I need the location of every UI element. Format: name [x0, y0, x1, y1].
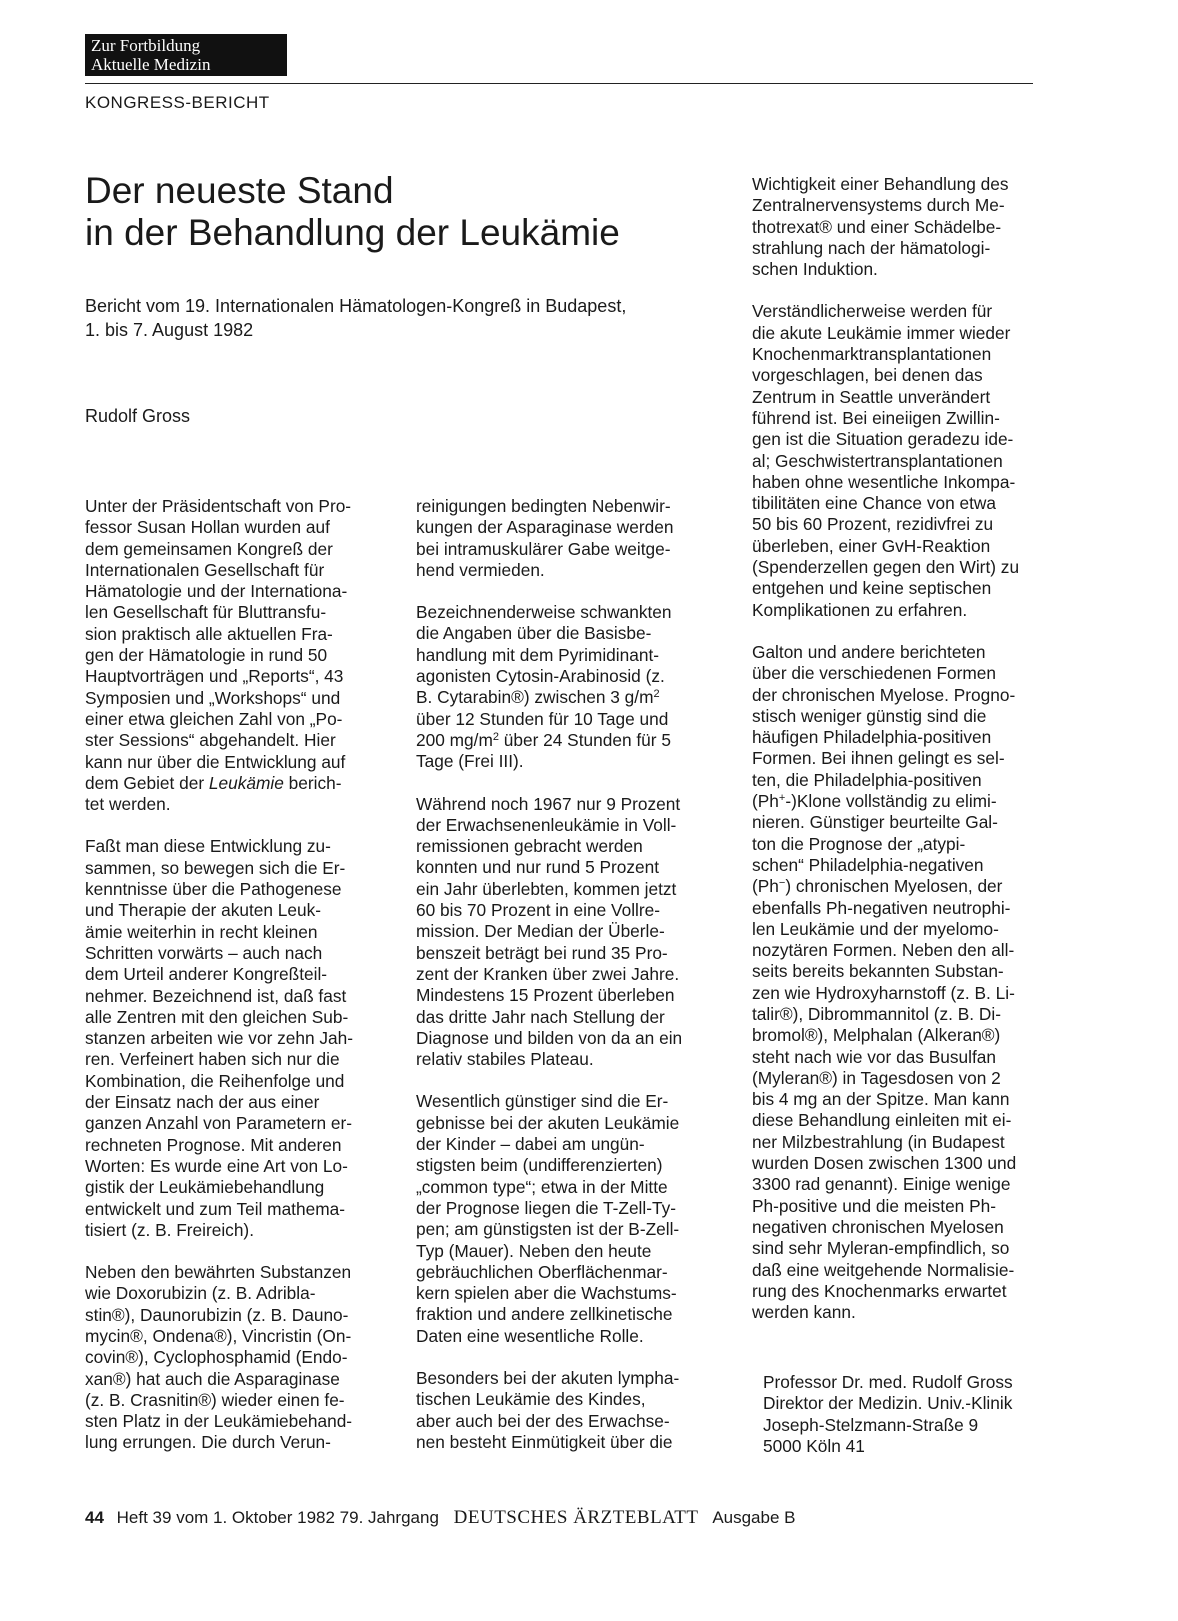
superscript: 2: [492, 730, 499, 743]
text-line: kern spielen aber die Wachstums-: [416, 1283, 677, 1304]
text-line: Schritten vorwärts – auch nach: [85, 942, 323, 963]
text-line: Faßt man diese Entwicklung zu-: [85, 836, 331, 857]
text-line: pen; am günstigsten ist der B-Zell-: [416, 1219, 680, 1240]
text-line: mycin®, Ondena®), Vincristin (On-: [85, 1325, 352, 1346]
paragraph: [416, 1368, 726, 1453]
address-line: Professor Dr. med. Rudolf Gross: [763, 1372, 1013, 1392]
text-line: der Kinder – dabei am ungün-: [416, 1134, 645, 1155]
text-line: zent der Kranken über zwei Jahre.: [416, 963, 680, 984]
text-line: gen der Hämatologie in rund 50: [85, 645, 328, 666]
text-line: Zentrum in Seattle unverändert: [752, 386, 991, 407]
text-line: stigsten beim (undifferenzierten): [416, 1155, 663, 1176]
text-line: entgehen und keine septischen: [752, 578, 992, 599]
section-label: KONGRESS-BERICHT: [85, 93, 270, 112]
text-line: daß eine weitgehende Normalisie-: [752, 1259, 1015, 1280]
text-line: Formen. Bei ihnen gelingt es sel-: [752, 748, 1005, 769]
text-column-3: [752, 174, 1062, 1344]
paragraph: [85, 496, 395, 815]
text-line: ner Milzbestrahlung (in Budapest: [752, 1131, 1005, 1152]
text-line: fraktion und andere zellkinetische: [416, 1304, 673, 1325]
text-line: das dritte Jahr nach Stellung der: [416, 1006, 665, 1027]
text-line: Typ (Mauer). Neben den heute: [416, 1240, 652, 1261]
text-line: Daten eine wesentliche Rolle.: [416, 1325, 644, 1346]
header-line-2: Aktuelle Medizin: [91, 55, 211, 74]
text-line: (Myleran®) in Tagesdosen von 2: [752, 1067, 1001, 1088]
text-line: haben ohne wesentliche Inkompa-: [752, 471, 1016, 492]
text-line: relativ stabiles Plateau.: [416, 1049, 594, 1070]
text-line: Unter der Präsidentschaft von Pro-: [85, 496, 352, 516]
text-line: führend ist. Bei eineiigen Zwillin-: [752, 407, 1000, 428]
text-line: nen besteht Einmütigkeit über die: [416, 1431, 673, 1452]
text-line: dem Urteil anderer Kongreßteil-: [85, 964, 328, 985]
text-line: talir®), Dibrommannitol (z. B. Di-: [752, 1003, 1001, 1024]
edition-label: Ausgabe B: [712, 1508, 796, 1527]
text-line: hend vermieden.: [416, 559, 545, 580]
text-line: 60 bis 70 Prozent in eine Vollre-: [416, 900, 661, 921]
address-line: Direktor der Medizin. Univ.-Klinik: [763, 1393, 1013, 1414]
header-line-1: Zur Fortbildung: [91, 36, 201, 55]
text-line: tischen Leukämie des Kindes,: [416, 1389, 646, 1410]
text-line: sind sehr Myleran-empfindlich, so: [752, 1238, 1010, 1259]
text-line: bei intramuskulärer Gabe weitge-: [416, 538, 671, 559]
title-line-2: in der Behandlung der Leukämie: [85, 212, 620, 253]
page-number: 44: [85, 1508, 104, 1527]
text-line: Zentralnervensystems durch Me-: [752, 195, 1005, 216]
text-line: der Prognose liegen die T-Zell-Ty-: [416, 1197, 676, 1218]
text-line: Komplikationen zu erfahren.: [752, 599, 968, 620]
text-line: ren. Verfeinert haben sich nur die: [85, 1049, 340, 1070]
address-line: 5000 Köln 41: [763, 1435, 865, 1456]
text-line: wie Doxorubizin (z. B. Adribla-: [85, 1283, 316, 1304]
text-line: entwickelt und zum Teil mathema-: [85, 1198, 345, 1219]
text-line: nieren. Günstiger beurteilte Gal-: [752, 812, 998, 833]
text-line: „common type“; etwa in der Mitte: [416, 1176, 668, 1197]
text-line: rechneten Prognose. Mit anderen: [85, 1134, 342, 1155]
text-line: gebnisse bei der akuten Leukämie: [416, 1112, 680, 1133]
text-line: alle Zentren mit den gleichen Sub-: [85, 1006, 349, 1027]
author-address: [763, 1372, 1013, 1457]
text-line: Ph-positive und die meisten Ph-: [752, 1195, 996, 1216]
text-line: diese Behandlung einleiten mit ei-: [752, 1110, 1012, 1131]
superscript: 2: [653, 688, 660, 701]
text-line: und Therapie der akuten Leuk-: [85, 900, 322, 921]
page-footer: [85, 1507, 796, 1529]
text-line: zen wie Hydroxyharnstoff (z. B. Li-: [752, 982, 1015, 1003]
text-line: tibilitäten eine Chance von etwa: [752, 493, 997, 514]
text-line: der Erwachsenenleukämie in Voll-: [416, 814, 677, 835]
text-line: ämie weiterhin in recht kleinen: [85, 921, 318, 942]
text-line: die Angaben über die Basisbe-: [416, 623, 652, 644]
text-line: ton die Prognose der „atypi-: [752, 833, 966, 854]
text-line: Neben den bewährten Substanzen: [85, 1262, 352, 1283]
text-line: Wichtigkeit einer Behandlung des: [752, 174, 1009, 194]
subtitle-line-2: 1. bis 7. August 1982: [85, 320, 254, 340]
text-line: über 12 Stunden für 10 Tage und: [416, 708, 669, 729]
text-line: wurden Dosen zwischen 1300 und: [752, 1153, 1017, 1174]
text-line: steht nach wie vor das Busulfan: [752, 1046, 996, 1067]
text-line: aber auch bei der des Erwachse-: [416, 1410, 670, 1431]
text-line: Bezeichnenderweise schwankten: [416, 602, 672, 623]
text-line: lung errungen. Die durch Verun-: [85, 1432, 331, 1453]
text-line: der Einsatz nach der aus einer: [85, 1092, 320, 1113]
text-line: sten Platz in der Leukämiebehand-: [85, 1411, 353, 1432]
text-line: sammen, so bewegen sich die Er-: [85, 857, 346, 878]
paragraph: [416, 794, 726, 1071]
paragraph: [85, 836, 395, 1241]
paragraph: [752, 642, 1062, 1324]
text-line: sion praktisch alle aktuellen Fra-: [85, 623, 333, 644]
text-line: Knochenmarktransplantationen: [752, 344, 992, 365]
paragraph: [752, 301, 1062, 620]
text-line: seits bereits bekannten Substan-: [752, 961, 1004, 982]
article-title: [85, 170, 705, 254]
text-line: 50 bis 60 Prozent, rezidivfrei zu: [752, 514, 994, 535]
text-line: Tage (Frei III).: [416, 751, 524, 772]
text-line: Verständlicherweise werden für: [752, 301, 993, 322]
subtitle-line-1: Bericht vom 19. Internationalen Hämatologen-Kongreß in Budapest,: [85, 296, 627, 316]
text-line: Während noch 1967 nur 9 Prozent: [416, 793, 681, 814]
text-line: Hauptvorträgen und „Reports“, 43: [85, 666, 344, 687]
paragraph: [416, 496, 726, 581]
text-line: die akute Leukämie immer wieder: [752, 322, 1011, 343]
section-header-box: [85, 34, 287, 76]
text-line: ebenfalls Ph-negativen neutrophi-: [752, 897, 1011, 918]
text-line: nozytären Formen. Neben den all-: [752, 940, 1015, 961]
text-line: bromol®), Melphalan (Alkeran®): [752, 1025, 1001, 1046]
text-line: xan®) hat auch die Asparaginase: [85, 1368, 340, 1389]
text-line: vorgeschlagen, bei denen das: [752, 365, 983, 386]
text-line: strahlung nach der hämatologi-: [752, 237, 991, 258]
text-line: 200 $mg/m^2$ über 24 Stunden für 5: [416, 729, 671, 750]
text-line: fessor Susan Hollan wurden auf: [85, 517, 330, 538]
superscript: −: [778, 877, 786, 890]
text-line: tisiert (z. B. Freireich).: [85, 1219, 254, 1240]
address-line: Joseph-Stelzmann-Straße 9: [763, 1414, 979, 1435]
text-line: gen ist die Situation geradezu ide-: [752, 429, 1014, 450]
text-line: Internationalen Gesellschaft für: [85, 559, 325, 580]
text-line: schen“ Philadelphia-negativen: [752, 854, 984, 875]
text-line: agonisten Cytosin-Arabinosid (z.: [416, 666, 665, 687]
text-line: (Ph+-)Klone vollständig zu elimi-: [752, 791, 997, 812]
text-line: kungen der Asparaginase werden: [416, 517, 674, 538]
text-line: werden kann.: [752, 1302, 856, 1323]
paragraph: [752, 174, 1062, 280]
text-line: der chronischen Myelose. Progno-: [752, 684, 1016, 705]
text-line: negativen chronischen Myelosen: [752, 1216, 1004, 1237]
text-line: häufigen Philadelphia-positiven: [752, 727, 992, 748]
text-line: len Gesellschaft für Bluttransfu-: [85, 602, 327, 623]
journal-name: DEUTSCHES ÄRZTEBLATT: [453, 1507, 699, 1528]
text-line: Hämatologie und der Internationa-: [85, 581, 348, 602]
text-line: 3300 rad genannt). Einige wenige: [752, 1174, 1011, 1195]
text-line: einer etwa gleichen Zahl von „Po-: [85, 708, 343, 729]
text-line: gebräuchlichen Oberflächenmar-: [416, 1261, 668, 1282]
author-name: Rudolf Gross: [85, 406, 191, 426]
text-line: über die verschiedenen Formen: [752, 663, 996, 684]
text-line: kenntnisse über die Pathogenese: [85, 879, 342, 900]
text-line: überleben, einer GvH-Reaktion: [752, 535, 991, 556]
text-line: al; Geschwistertransplantationen: [752, 450, 1003, 471]
text-line: stin®), Daunorubizin (z. B. Dauno-: [85, 1304, 349, 1325]
text-line: reinigungen bedingten Nebenwir-: [416, 496, 671, 516]
text-line: Symposien und „Workshops“ und: [85, 687, 341, 708]
text-line: nehmer. Bezeichnend ist, daß fast: [85, 985, 347, 1006]
issue-info: Heft 39 vom 1. Oktober 1982 79. Jahrgang: [116, 1508, 439, 1527]
superscript: +: [778, 792, 786, 805]
text-line: remissionen gebracht werden: [416, 836, 643, 857]
text-line: stisch weniger günstig sind die: [752, 705, 987, 726]
text-line: konnten und nur rund 5 Prozent: [416, 857, 660, 878]
article-subtitle: [85, 294, 735, 342]
text-line: dem gemeinsamen Kongreß der: [85, 538, 333, 559]
text-column-1: [85, 496, 395, 1475]
text-line: rung des Knochenmarks erwartet: [752, 1280, 1007, 1301]
text-line: gistik der Leukämiebehandlung: [85, 1177, 325, 1198]
text-line: mission. Der Median der Überle-: [416, 921, 665, 942]
text-line: ster Sessions“ abgehandelt. Hier: [85, 730, 336, 751]
text-line: tet werden.: [85, 794, 171, 815]
text-line: len Leukämie und der myelomo-: [752, 918, 999, 939]
text-line: Worten: Es wurde eine Art von Lo-: [85, 1155, 348, 1176]
top-rule: [85, 83, 1033, 84]
text-line: (Spenderzellen gegen den Wirt) zu: [752, 557, 1020, 578]
text-line: ein Jahr überlebten, kommen jetzt: [416, 878, 677, 899]
text-line: stanzen arbeiten wie vor zehn Jah-: [85, 1028, 354, 1049]
text-line: Wesentlich günstiger sind die Er-: [416, 1091, 669, 1112]
text-line: Kombination, die Reihenfolge und: [85, 1070, 345, 1091]
text-line: B. Cytarabin®) zwischen 3 $g/m^2$: [416, 687, 660, 708]
text-line: covin®), Cyclophosphamid (Endo-: [85, 1347, 348, 1368]
paragraph: [85, 1262, 395, 1454]
text-column-2: [416, 496, 726, 1474]
paragraph: [416, 602, 726, 772]
emphasis-text: Leukämie: [208, 772, 284, 793]
text-line: schen Induktion.: [752, 259, 878, 280]
text-line: benszeit beträgt bei rund 35 Pro-: [416, 942, 668, 963]
paragraph: [416, 1091, 726, 1347]
text-line: bis 4 mg an der Spitze. Man kann: [752, 1089, 1010, 1110]
title-line-1: Der neueste Stand: [85, 170, 394, 211]
text-line: dem Gebiet der Leukämie berich-: [85, 772, 342, 793]
text-line: Besonders bei der akuten lympha-: [416, 1367, 680, 1388]
text-line: Diagnose und bilden von da an ein: [416, 1027, 683, 1048]
text-line: kann nur über die Entwicklung auf: [85, 751, 346, 772]
text-line: Mindestens 15 Prozent überleben: [416, 985, 675, 1006]
text-line: thotrexat® und einer Schädelbe-: [752, 216, 1002, 237]
text-line: ganzen Anzahl von Parametern er-: [85, 1113, 353, 1134]
text-line: Galton und andere berichteten: [752, 641, 986, 662]
text-line: (Ph−) chronischen Myelosen, der: [752, 876, 1003, 897]
text-line: handlung mit dem Pyrimidinant-: [416, 644, 660, 665]
text-line: ten, die Philadelphia-positiven: [752, 769, 982, 790]
text-line: (z. B. Crasnitin®) wieder einen fe-: [85, 1389, 345, 1410]
